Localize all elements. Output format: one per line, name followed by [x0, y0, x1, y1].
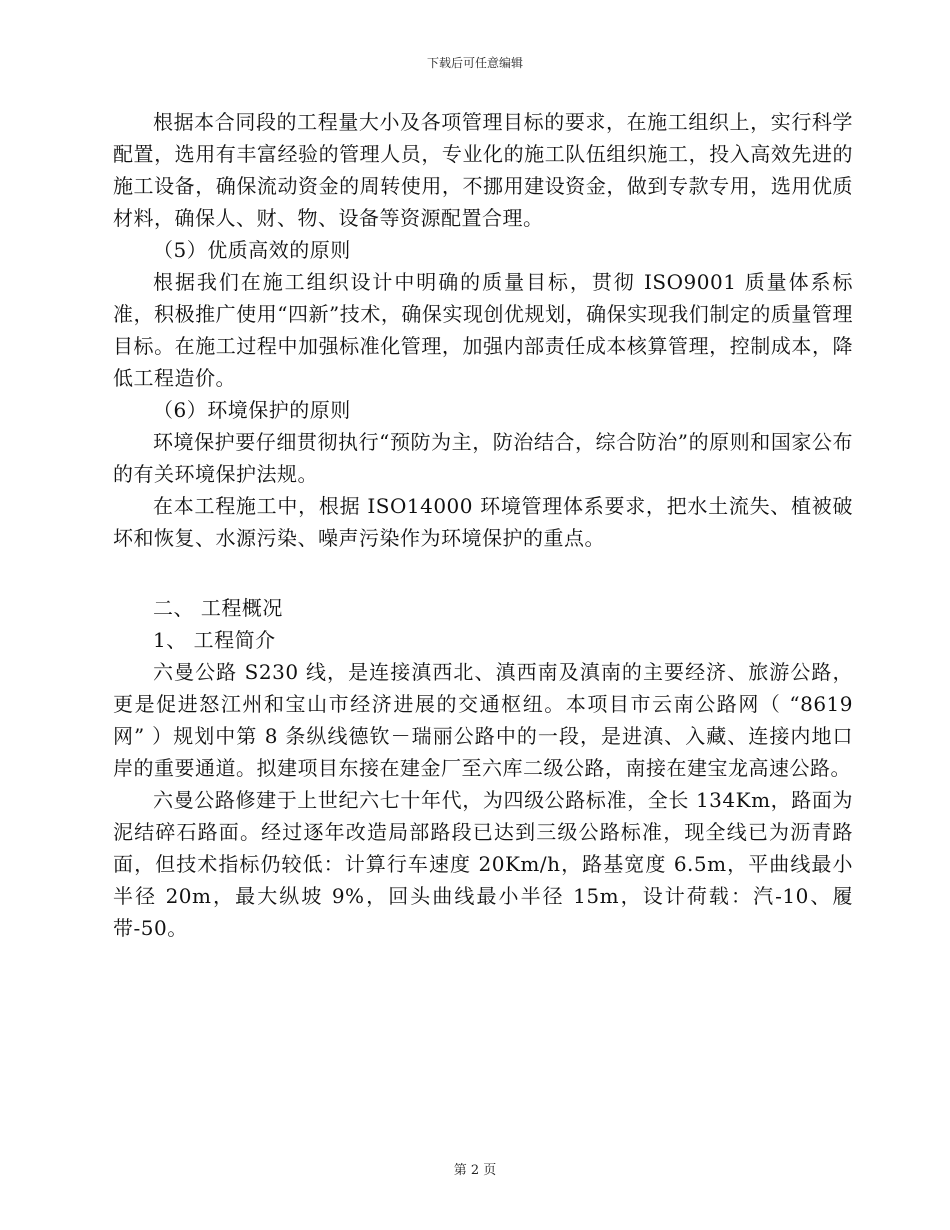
page-header: 下载后可任意编辑	[426, 56, 523, 70]
page-number: 第 2 页	[453, 1163, 497, 1178]
subheading-5: （5）优质高效的原则	[153, 238, 351, 262]
section-spacer	[113, 554, 853, 592]
paragraph: 环境保护要仔细贯彻执行“预防为主，防治结合，综合防治”的原则和国家公布的有关环境保护法规。	[113, 430, 853, 486]
document-body	[113, 106, 853, 944]
paragraph: 根据我们在施工组织设计中明确的质量目标，贯彻 ISO9001 质量体系标准，积极推广使用“四新”技术，确保实现创优规划，确保实现我们制定的质量管理目标。在施工过程中加强标准化管理，加强内部责任成本核算管理，控制成本，降低工程造价。	[113, 270, 853, 390]
subheading-6: （6）环境保护的原则	[153, 398, 351, 422]
subsection-heading: 1、 工程简介	[153, 628, 276, 652]
paragraph: 在本工程施工中，根据 ISO14000 环境管理体系要求，把水土流失、植被破坏和恢复、水源污染、噪声污染作为环境保护的重点。	[113, 494, 853, 550]
paragraph: 根据本合同段的工程量大小及各项管理目标的要求，在施工组织上，实行科学配置，选用有丰富经验的管理人员，专业化的施工队伍组织施工，投入高效先进的施工设备，确保流动资金的周转使用，不挪用建设资金，做到专款专用，选用优质材料，确保人、财、物、设备等资源配置合理。	[113, 110, 853, 230]
section-heading: 二、 工程概况	[153, 596, 283, 620]
paragraph: 六曼公路修建于上世纪六七十年代，为四级公路标准，全长 134Km，路面为泥结碎石路面。经过逐年改造局部路段已达到三级公路标准，现全线已为沥青路面，但技术指标仍较低：计算行车速度 20Km/h，路基宽度 6.5m，平曲线最小半径 20m，最大纵坡 9%，回头曲线最小半径 15m，设计荷载：汽-10、履带-50。	[113, 788, 853, 940]
paragraph: 六曼公路 S230 线，是连接滇西北、滇西南及滇南的主要经济、旅游公路，更是促进怒江州和宝山市经济进展的交通枢纽。本项目市云南公路网（ “8619 网” ）规划中第 8 条纵线德钦－瑞丽公路中的一段，是进滇、入藏、连接内地口岸的重要通道。拟建项目东接在建金厂至六库二级公路，南接在建宝龙高速公路。	[113, 660, 853, 780]
